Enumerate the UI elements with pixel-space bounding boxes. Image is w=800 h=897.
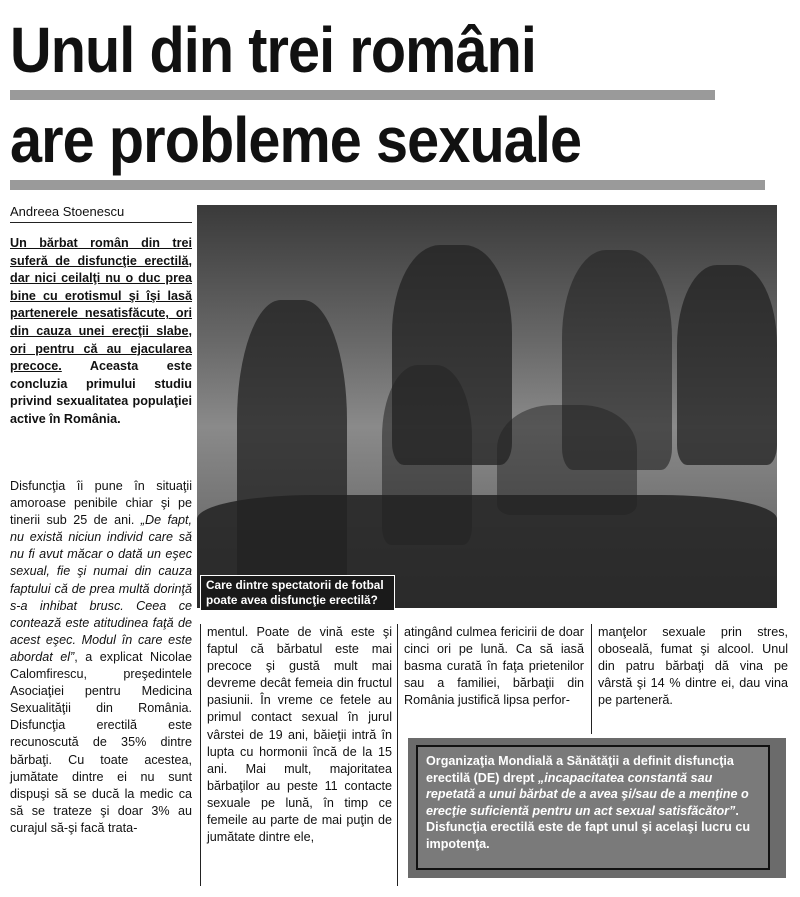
- column-2: mentul. Poate de vină este şi faptul că bărbatul este mai precoce şi gustă mult mai devreme decât femeia din fructul pasiunii. În vreme ce fetele au primul contact sexual în jurul vârstei de 19 ani, băieţii intră în lupta cu hormonii încă de la 15 ani. Mai mult, majoritatea bărbaţilor au peste 11 contacte sexuale pe lună, în timp ce femeile au parte de mai puţin de jumătate dintre ele,: [207, 625, 392, 845]
- byline-divider: [10, 222, 192, 223]
- headline-rule-1: [10, 90, 715, 100]
- col1-after: , a explicat Nicolae Calomfirescu, preşedintele Asociaţiei pentru Medicina Sexualităţii din România. Disfuncţia erectilă este recunoscută de 35% dintre bărbaţi. Cu toate acestea, jumătate dintre ei nu sunt dispuşi să se ducă la medic ca să se trateze şi doar 3% au curajul să-şi facă trata-: [10, 649, 192, 835]
- headline-line-1: Unul din trei români: [10, 14, 537, 86]
- headline-rule-2: [10, 180, 765, 190]
- stadium-photo: [197, 205, 777, 608]
- col1-intro: Disfuncţia îi pune în situaţii amoroase penibile chiar şi pe tinerii sub 25 de ani.: [10, 479, 192, 528]
- column-3: atingând culmea fericirii de doar cinci ori pe lună. Ca să iasă basma curată în faţa prietenilor sau a familiei, bărbaţii din România justifică lipsa perfor-: [404, 625, 584, 708]
- lead-underlined-text: Un bărbat român din trei suferă de disfuncţie erectilă, dar nici ceilalţi nu o duc prea bine cu erotismul şi îşi lasă partenerele nesatisfăcute, ori din cauza unei erecţii slabe, ori pentru că au ejacularea precoce.: [10, 236, 192, 374]
- lead-paragraph: [10, 235, 192, 429]
- column-divider-3: [591, 624, 592, 734]
- column-divider-1: [200, 624, 201, 886]
- photo-caption: Care dintre spectatorii de fotbal poate avea disfuncţie erectilă?: [200, 575, 395, 611]
- lead-rest-text: Aceasta este concluzia primului studiu privind sexualitatea populaţiei active în România.: [10, 359, 192, 426]
- headline-line-2: are probleme sexuale: [10, 104, 582, 176]
- column-1: [10, 478, 192, 837]
- col1-quote: „De fapt, nu există niciun individ care să nu fi avut măcar o dată un eşec sexual, fie şi numai din cauza faptului că de prea multă dorinţă s-a inhibat brusc. Ceea ce contează este atitudinea faţă de acest eşec. Modul în care este abordat el”: [10, 513, 193, 664]
- author-byline: Andreea Stoenescu: [10, 204, 125, 219]
- sidebar-part-2: . Disfuncţia erectilă este de fapt unul şi acelaşi lucru cu impotenţa.: [426, 803, 751, 851]
- sidebar-italic: „incapacitatea constantă sau repetată a unui bărbat de a avea şi/sau de a menţine o erecţie suficientă pentru un act sexual satisfăcător”: [426, 770, 749, 818]
- column-4: manţelor sexuale prin stres, oboseală, fumat şi alcool. Unul din patru bărbaţi dă vina pe vârstă şi 14 % dintre ei, dau vina pe parteneră.: [598, 625, 788, 708]
- who-definition-box: [416, 745, 770, 870]
- sidebar-part-1: Organizaţia Mondială a Sănătăţii a definit disfuncţia erectilă (DE) drept: [426, 754, 734, 785]
- column-divider-2: [397, 624, 398, 886]
